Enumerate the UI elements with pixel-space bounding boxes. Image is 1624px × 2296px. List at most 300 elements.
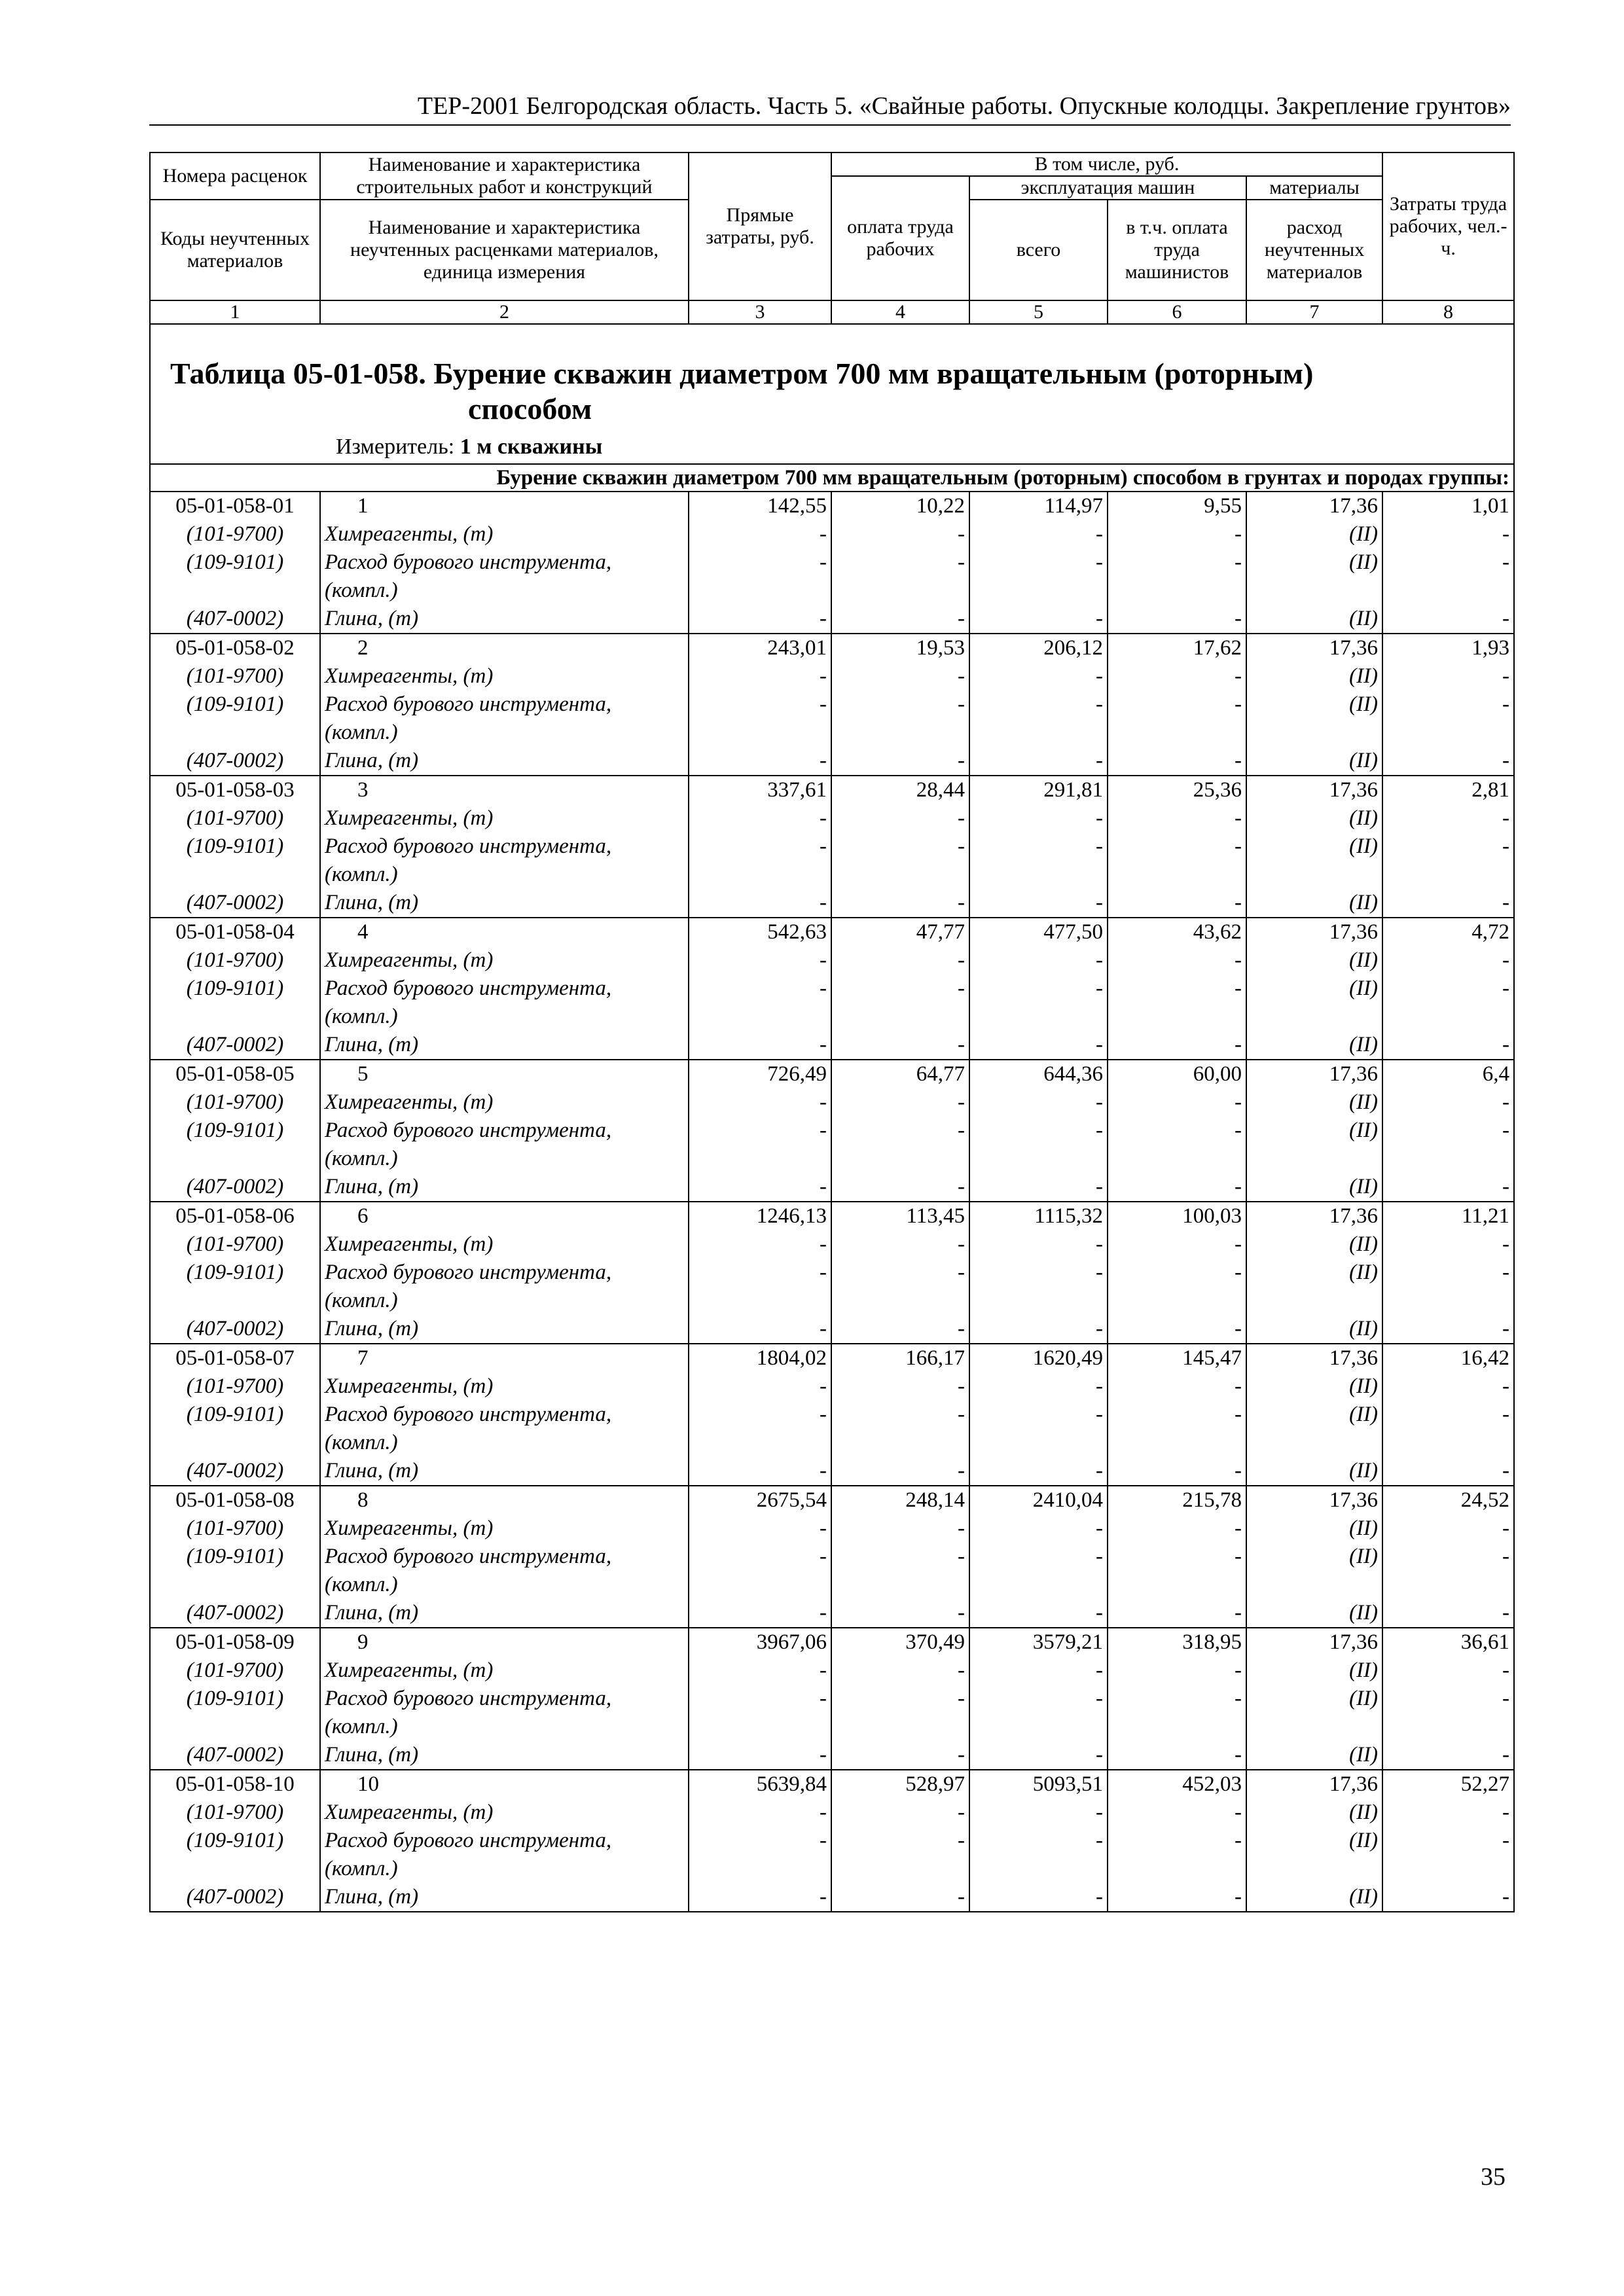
empty-value: - (1382, 1827, 1514, 1855)
header-materials: материалы (1246, 176, 1382, 200)
material-row (150, 1287, 1514, 1315)
empty-value (689, 1003, 831, 1031)
empty-value: - (1382, 975, 1514, 1003)
empty-value: - (969, 1543, 1108, 1571)
empty-value: - (969, 1372, 1108, 1401)
empty-value: - (969, 1088, 1108, 1117)
material-row (150, 1827, 1514, 1855)
material-cost: 17,36 (1246, 1486, 1382, 1515)
empty-value: - (969, 1741, 1108, 1770)
empty-value (1382, 1287, 1514, 1315)
material-row (150, 1457, 1514, 1486)
material-group: (II) (1246, 1372, 1382, 1401)
material-name: Химреагенты, (т) (320, 1372, 689, 1401)
column-number: 6 (1108, 300, 1246, 324)
empty-value: - (1108, 747, 1246, 776)
empty-value: - (831, 1657, 969, 1685)
material-group: (II) (1246, 1685, 1382, 1713)
machines-total: 1620,49 (969, 1344, 1108, 1372)
material-row (150, 1003, 1514, 1031)
material-group (1246, 1571, 1382, 1599)
empty-value: - (831, 747, 969, 776)
soil-group: 5 (320, 1060, 689, 1088)
empty-value: - (1108, 1883, 1246, 1912)
section-title: Бурение скважин диаметром 700 мм вращательным (роторным) способом в грунтах и породах группы: (150, 464, 1514, 492)
material-code: (101-9700) (150, 1230, 320, 1259)
empty-value: - (1108, 1543, 1246, 1571)
material-row (150, 747, 1514, 776)
material-name: (компл.) (320, 1571, 689, 1599)
material-name: Расход бурового инструмента, (320, 1401, 689, 1429)
material-name: Глина, (т) (320, 1741, 689, 1770)
machines-total: 206,12 (969, 634, 1108, 662)
empty-value: - (1108, 691, 1246, 719)
empty-value: - (1382, 804, 1514, 833)
material-group: (II) (1246, 1515, 1382, 1543)
material-name: Химреагенты, (т) (320, 1799, 689, 1827)
empty-value (969, 1855, 1108, 1883)
empty-value (969, 1571, 1108, 1599)
empty-value (1382, 861, 1514, 889)
empty-value: - (689, 605, 831, 634)
empty-value (831, 719, 969, 747)
header-rate-numbers: Номера расценок (150, 152, 320, 200)
empty-value: - (1382, 946, 1514, 975)
empty-value: - (1382, 1543, 1514, 1571)
empty-value: - (1108, 1657, 1246, 1685)
material-name: Глина, (т) (320, 1031, 689, 1060)
material-name: Химреагенты, (т) (320, 1515, 689, 1543)
material-row (150, 1372, 1514, 1401)
soil-group: 8 (320, 1486, 689, 1515)
material-cost: 17,36 (1246, 1202, 1382, 1230)
material-name: (компл.) (320, 1713, 689, 1741)
material-name: (компл.) (320, 577, 689, 605)
empty-value: - (689, 747, 831, 776)
empty-value: - (1382, 662, 1514, 691)
material-cost: 17,36 (1246, 776, 1382, 804)
soil-group: 1 (320, 492, 689, 520)
empty-value: - (831, 605, 969, 634)
empty-value (1108, 719, 1246, 747)
material-code: (101-9700) (150, 1515, 320, 1543)
rates-table (149, 152, 1515, 1912)
empty-value: - (1382, 548, 1514, 577)
material-row (150, 1259, 1514, 1287)
empty-value (969, 1713, 1108, 1741)
material-group: (II) (1246, 889, 1382, 918)
material-group (1246, 1429, 1382, 1457)
empty-value: - (969, 946, 1108, 975)
material-row (150, 1230, 1514, 1259)
empty-value (1382, 1855, 1514, 1883)
material-name: (компл.) (320, 1145, 689, 1173)
labor-hours: 24,52 (1382, 1486, 1514, 1515)
empty-value (689, 1855, 831, 1883)
empty-value: - (831, 1883, 969, 1912)
material-row (150, 861, 1514, 889)
material-code (150, 1287, 320, 1315)
labor-hours: 16,42 (1382, 1344, 1514, 1372)
rate-code: 05-01-058-07 (150, 1344, 320, 1372)
material-group: (II) (1246, 1827, 1382, 1855)
labor-pay: 28,44 (831, 776, 969, 804)
operator-pay: 17,62 (1108, 634, 1246, 662)
empty-value: - (831, 1031, 969, 1060)
material-row (150, 946, 1514, 975)
material-group (1246, 1287, 1382, 1315)
labor-hours: 6,4 (1382, 1060, 1514, 1088)
empty-value: - (1108, 1259, 1246, 1287)
material-group: (II) (1246, 1088, 1382, 1117)
machines-total: 2410,04 (969, 1486, 1108, 1515)
section-title-row (150, 464, 1514, 492)
empty-value (831, 1713, 969, 1741)
material-row (150, 1799, 1514, 1827)
material-name: Расход бурового инструмента, (320, 975, 689, 1003)
material-code (150, 577, 320, 605)
material-cost: 17,36 (1246, 492, 1382, 520)
material-name: Химреагенты, (т) (320, 946, 689, 975)
empty-value: - (1108, 1173, 1246, 1202)
table-title-block (150, 324, 1514, 464)
material-group: (II) (1246, 548, 1382, 577)
material-code: (101-9700) (150, 1799, 320, 1827)
material-row (150, 1515, 1514, 1543)
empty-value (689, 1145, 831, 1173)
material-row (150, 1088, 1514, 1117)
direct-costs: 542,63 (689, 918, 831, 946)
rate-row (150, 634, 1514, 662)
material-name: Расход бурового инструмента, (320, 833, 689, 861)
material-name: Расход бурового инструмента, (320, 1685, 689, 1713)
empty-value: - (969, 1827, 1108, 1855)
labor-hours: 52,27 (1382, 1770, 1514, 1799)
empty-value: - (831, 975, 969, 1003)
material-name: Глина, (т) (320, 1457, 689, 1486)
operator-pay: 145,47 (1108, 1344, 1246, 1372)
empty-value (969, 719, 1108, 747)
labor-pay: 10,22 (831, 492, 969, 520)
empty-value: - (831, 520, 969, 548)
table-title-line2: способом (468, 392, 592, 425)
material-group: (II) (1246, 833, 1382, 861)
material-cost: 17,36 (1246, 918, 1382, 946)
material-group: (II) (1246, 1401, 1382, 1429)
empty-value: - (969, 1799, 1108, 1827)
empty-value (1108, 1571, 1246, 1599)
empty-value: - (689, 1259, 831, 1287)
material-name: (компл.) (320, 719, 689, 747)
material-name: Глина, (т) (320, 605, 689, 634)
empty-value (831, 1145, 969, 1173)
empty-value (689, 577, 831, 605)
empty-value: - (1108, 1117, 1246, 1145)
material-name: Химреагенты, (т) (320, 520, 689, 548)
empty-value: - (1382, 1401, 1514, 1429)
empty-value (1382, 1713, 1514, 1741)
column-number: 3 (689, 300, 831, 324)
empty-value: - (969, 1230, 1108, 1259)
empty-value: - (831, 548, 969, 577)
material-code (150, 1003, 320, 1031)
empty-value: - (1108, 1315, 1246, 1344)
empty-value (689, 1713, 831, 1741)
material-row (150, 520, 1514, 548)
empty-value: - (969, 889, 1108, 918)
column-number: 1 (150, 300, 320, 324)
material-row (150, 1571, 1514, 1599)
empty-value (689, 1287, 831, 1315)
material-code: (101-9700) (150, 946, 320, 975)
header-labor-pay: оплата труда рабочих (831, 176, 969, 300)
empty-value (1382, 1429, 1514, 1457)
material-group: (II) (1246, 804, 1382, 833)
empty-value: - (831, 1599, 969, 1628)
material-group: (II) (1246, 662, 1382, 691)
empty-value: - (1382, 1117, 1514, 1145)
rate-code: 05-01-058-06 (150, 1202, 320, 1230)
empty-value (1108, 861, 1246, 889)
operator-pay: 60,00 (1108, 1060, 1246, 1088)
material-row (150, 548, 1514, 577)
empty-value: - (1108, 975, 1246, 1003)
empty-value: - (831, 1799, 969, 1827)
material-code: (101-9700) (150, 662, 320, 691)
material-group: (II) (1246, 1599, 1382, 1628)
soil-group: 4 (320, 918, 689, 946)
empty-value (1108, 1855, 1246, 1883)
rates-body (150, 492, 1514, 1912)
material-row (150, 1173, 1514, 1202)
empty-value (969, 1145, 1108, 1173)
empty-value: - (689, 889, 831, 918)
empty-value: - (1108, 520, 1246, 548)
material-group (1246, 719, 1382, 747)
empty-value: - (831, 662, 969, 691)
empty-value: - (1108, 605, 1246, 634)
empty-value (689, 861, 831, 889)
material-group: (II) (1246, 1031, 1382, 1060)
rate-row (150, 1060, 1514, 1088)
material-name: (компл.) (320, 861, 689, 889)
machines-total: 1115,32 (969, 1202, 1108, 1230)
header-material-usage: расход неучтенных материалов (1246, 200, 1382, 300)
material-row (150, 975, 1514, 1003)
empty-value: - (689, 1657, 831, 1685)
empty-value (1382, 1003, 1514, 1031)
material-name: Глина, (т) (320, 889, 689, 918)
empty-value (689, 1429, 831, 1457)
material-code (150, 861, 320, 889)
empty-value (831, 1003, 969, 1031)
material-group: (II) (1246, 1259, 1382, 1287)
material-code: (101-9700) (150, 1657, 320, 1685)
material-row (150, 719, 1514, 747)
operator-pay: 25,36 (1108, 776, 1246, 804)
rate-code: 05-01-058-09 (150, 1628, 320, 1657)
rate-code: 05-01-058-04 (150, 918, 320, 946)
empty-value: - (831, 1543, 969, 1571)
empty-value: - (969, 1315, 1108, 1344)
empty-value: - (831, 946, 969, 975)
material-name: (компл.) (320, 1855, 689, 1883)
material-name: Расход бурового инструмента, (320, 1543, 689, 1571)
empty-value (1108, 1145, 1246, 1173)
machines-total: 644,36 (969, 1060, 1108, 1088)
column-numbers-row (150, 300, 1514, 324)
empty-value: - (969, 1883, 1108, 1912)
direct-costs: 337,61 (689, 776, 831, 804)
material-group (1246, 1855, 1382, 1883)
empty-value: - (689, 1741, 831, 1770)
material-code (150, 719, 320, 747)
empty-value: - (831, 1088, 969, 1117)
empty-value: - (1382, 1515, 1514, 1543)
material-code: (109-9101) (150, 1259, 320, 1287)
material-row (150, 577, 1514, 605)
empty-value: - (969, 804, 1108, 833)
empty-value: - (689, 1599, 831, 1628)
material-group (1246, 577, 1382, 605)
machines-total: 291,81 (969, 776, 1108, 804)
empty-value: - (689, 1031, 831, 1060)
empty-value (831, 577, 969, 605)
material-code: (101-9700) (150, 1372, 320, 1401)
empty-value: - (689, 1401, 831, 1429)
empty-value: - (689, 946, 831, 975)
material-cost: 17,36 (1246, 1060, 1382, 1088)
empty-value: - (689, 1230, 831, 1259)
material-group: (II) (1246, 1173, 1382, 1202)
material-group: (II) (1246, 975, 1382, 1003)
header-work-name: Наименование и характеристика строительных работ и конструкций (320, 152, 689, 200)
material-group (1246, 861, 1382, 889)
empty-value: - (831, 1685, 969, 1713)
empty-value: - (969, 520, 1108, 548)
table-title (151, 325, 1513, 427)
empty-value: - (689, 1883, 831, 1912)
empty-value: - (1382, 691, 1514, 719)
material-code: (109-9101) (150, 1401, 320, 1429)
rate-code: 05-01-058-03 (150, 776, 320, 804)
empty-value: - (689, 804, 831, 833)
empty-value (1108, 1287, 1246, 1315)
empty-value: - (1382, 1799, 1514, 1827)
material-row (150, 1713, 1514, 1741)
material-code: (407-0002) (150, 1741, 320, 1770)
page-number: 35 (1481, 2163, 1506, 2191)
empty-value: - (689, 662, 831, 691)
material-name: Глина, (т) (320, 1315, 689, 1344)
empty-value: - (969, 833, 1108, 861)
material-name: Химреагенты, (т) (320, 1230, 689, 1259)
direct-costs: 726,49 (689, 1060, 831, 1088)
empty-value: - (689, 1372, 831, 1401)
material-name: Расход бурового инструмента, (320, 1259, 689, 1287)
direct-costs: 243,01 (689, 634, 831, 662)
empty-value: - (1382, 1657, 1514, 1685)
empty-value: - (689, 1543, 831, 1571)
empty-value: - (831, 1827, 969, 1855)
table-header (150, 152, 1514, 300)
empty-value: - (689, 1315, 831, 1344)
material-code: (101-9700) (150, 1088, 320, 1117)
empty-value: - (831, 1401, 969, 1429)
empty-value (1108, 1003, 1246, 1031)
empty-value: - (831, 1372, 969, 1401)
empty-value: - (969, 747, 1108, 776)
soil-group: 7 (320, 1344, 689, 1372)
machines-total: 114,97 (969, 492, 1108, 520)
material-row (150, 1031, 1514, 1060)
soil-group: 9 (320, 1628, 689, 1657)
material-code (150, 1855, 320, 1883)
soil-group: 3 (320, 776, 689, 804)
empty-value: - (831, 1173, 969, 1202)
header-material-codes: Коды неучтенных материалов (150, 200, 320, 300)
material-code: (407-0002) (150, 747, 320, 776)
material-row (150, 605, 1514, 634)
material-name: Расход бурового инструмента, (320, 1117, 689, 1145)
material-name: Химреагенты, (т) (320, 1088, 689, 1117)
labor-hours: 1,01 (1382, 492, 1514, 520)
empty-value: - (969, 975, 1108, 1003)
empty-value (1108, 1713, 1246, 1741)
empty-value: - (1382, 1230, 1514, 1259)
empty-value: - (1108, 1372, 1246, 1401)
material-group: (II) (1246, 1315, 1382, 1344)
rate-row (150, 492, 1514, 520)
empty-value: - (689, 548, 831, 577)
header-labor-hours: Затраты труда рабочих, чел.-ч. (1382, 152, 1514, 300)
material-row (150, 1429, 1514, 1457)
material-row (150, 1401, 1514, 1429)
material-code: (407-0002) (150, 1599, 320, 1628)
labor-pay: 47,77 (831, 918, 969, 946)
empty-value: - (1382, 889, 1514, 918)
material-name: Расход бурового инструмента, (320, 1827, 689, 1855)
labor-hours: 2,81 (1382, 776, 1514, 804)
empty-value (1108, 1429, 1246, 1457)
labor-pay: 64,77 (831, 1060, 969, 1088)
material-group: (II) (1246, 1457, 1382, 1486)
measure-unit (151, 427, 1513, 463)
empty-value: - (969, 662, 1108, 691)
empty-value (1382, 1571, 1514, 1599)
soil-group: 10 (320, 1770, 689, 1799)
empty-value: - (689, 1515, 831, 1543)
material-name: (компл.) (320, 1429, 689, 1457)
empty-value: - (1108, 1515, 1246, 1543)
empty-value: - (689, 1457, 831, 1486)
empty-value: - (969, 1117, 1108, 1145)
labor-pay: 19,53 (831, 634, 969, 662)
material-row (150, 833, 1514, 861)
header-machines: эксплуатация машин (969, 176, 1246, 200)
material-code (150, 1571, 320, 1599)
rate-row (150, 1202, 1514, 1230)
empty-value: - (1108, 833, 1246, 861)
material-cost: 17,36 (1246, 1770, 1382, 1799)
material-row (150, 1883, 1514, 1912)
empty-value: - (1382, 1685, 1514, 1713)
empty-value: - (831, 1741, 969, 1770)
operator-pay: 452,03 (1108, 1770, 1246, 1799)
material-cost: 17,36 (1246, 634, 1382, 662)
empty-value: - (831, 1117, 969, 1145)
column-number: 2 (320, 300, 689, 324)
